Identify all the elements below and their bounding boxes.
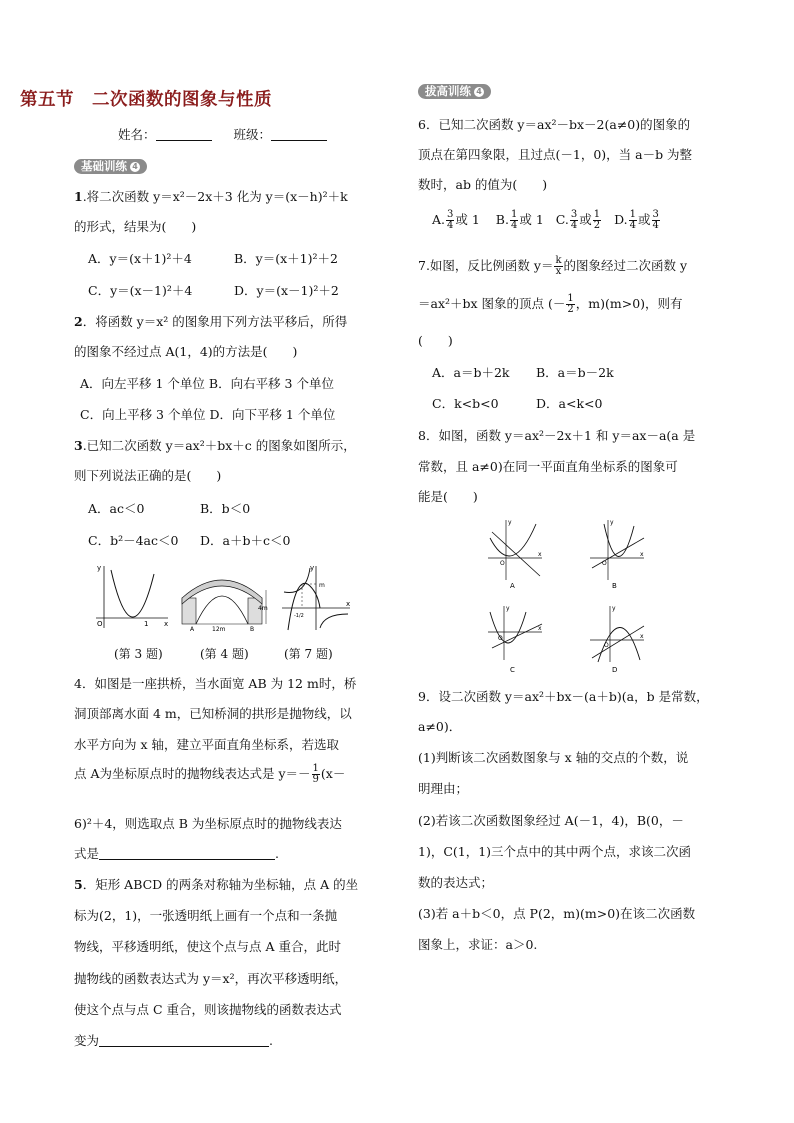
svg-text:O: O [498, 635, 503, 642]
q4-line5: 6)²＋4，则选取点 B 为坐标原点时的抛物线表达 [74, 816, 342, 831]
q4-line1: 4．如图是一座拱桥，当水面宽 AB 为 12 m时，桥 [74, 676, 357, 691]
q8-graph-d [588, 604, 648, 680]
q4-answer-blank[interactable] [99, 847, 275, 860]
q4-bridge-figure [178, 568, 270, 632]
q3-option-b: B．b＜0 [200, 501, 251, 516]
q7-hyperbola-figure [280, 562, 352, 632]
line-graph [592, 538, 644, 568]
caption-q7: (第 7 题) [284, 647, 333, 661]
svg-text:x: x [640, 551, 644, 558]
q3-option-d: D．a＋b＋c＜0 [200, 533, 291, 548]
q9-line2: a≠0)． [418, 719, 462, 734]
q7-option-d: D．a<k<0 [536, 396, 603, 411]
q9-line8: (3)若 a＋b＜0，点 P(2，m)(m>0)在该二次函数 [418, 906, 696, 921]
q3-option-c: C．b²－4ac＜0 [88, 533, 179, 548]
q9-line4: 明理由； [418, 781, 469, 796]
q1-line2: 的形式，结果为( ) [74, 219, 197, 234]
q1-line1: 1.将二次函数 y＝x²－2x＋3 化为 y＝(x－h)²＋k [74, 189, 348, 204]
q9-line6: 1)，C(1，1)三个点中的其中两个点，求该二次函 [418, 844, 692, 859]
hyperbola-branch-right [320, 614, 348, 628]
q5-answer-blank[interactable] [99, 1034, 269, 1047]
q9-line5: (2)若该二次函数图象经过 A(－1，4)，B(0，－ [418, 813, 684, 828]
class-blank[interactable] [271, 128, 327, 141]
point-b-label: B [250, 626, 255, 632]
q5-line6: 变为 . [74, 1033, 273, 1048]
svg-text:y: y [506, 605, 510, 612]
q2-options-cd: C．向上平移 3 个单位 D．向下平移 1 个单位 [80, 407, 336, 422]
name-label: 姓名： [118, 127, 156, 142]
q6-option-b: B. $\frac{1}{4}$ 或 1 [495, 209, 544, 231]
q5-line2: 标为(2，1)，一张透明纸上画有一个点和一条抛 [74, 908, 338, 923]
point-a-label: A [190, 626, 195, 632]
q8-graph-a [486, 518, 546, 596]
q9-line3: (1)判断该二次函数图象与 x 轴的交点的个数，说 [418, 750, 689, 765]
q6-option-d: D. $\frac{1}{4}$ 或 $\frac{3}{4}$ [614, 209, 659, 231]
q8-graph-b [588, 518, 648, 596]
height-label: 4m [258, 605, 268, 612]
name-blank[interactable] [156, 128, 212, 141]
m-label: m [319, 582, 325, 589]
graph-label-b: B [612, 582, 617, 590]
q2-options-ab: A．向左平移 1 个单位 B．向右平移 3 个单位 [80, 376, 334, 391]
parabola-curve [490, 612, 526, 643]
parabola-curve [111, 570, 154, 617]
x-label: x [346, 600, 351, 608]
svg-text:y: y [508, 519, 512, 526]
q6-line3: 数时，ab 的值为( ) [418, 177, 548, 192]
q4-line4: 点 A为坐标原点时的抛物线表达式是 y＝－ $\frac{1}{9}$ (x－ [74, 763, 346, 785]
q1-option-b: B．y＝(x＋1)²＋2 [234, 251, 338, 266]
q9-line7: 数的表达式； [418, 875, 494, 890]
q4-line6: 式是 . [74, 846, 279, 861]
width-label: 12m [212, 626, 226, 632]
graph-label-d: D [612, 666, 618, 674]
svg-text:x: x [538, 625, 542, 632]
y-label: y [310, 564, 315, 572]
graph-label-c: C [510, 666, 515, 674]
badge-circle-icon: 4 [474, 87, 484, 97]
caption-q4: (第 4 题) [200, 647, 249, 661]
section-badge-basic: 基础训练 4 [74, 159, 147, 174]
parabola-curve [288, 583, 320, 630]
q4-line2: 洞顶部离水面 4 m，已知桥洞的拱形是抛物线，以 [74, 706, 352, 721]
tick-one-label: 1 [144, 620, 149, 628]
q7-line1: 7.如图，反比例函数 y＝ $\frac{k}{x}$ 的图象经过二次函数 y [418, 255, 688, 277]
q7-option-b: B．a＝b－2k [536, 365, 614, 380]
q5-line1: 5．矩形 ABCD 的两条对称轴为坐标轴，点 A 的坐 [74, 877, 359, 892]
q3-line2: 则下列说法正确的是( ) [74, 468, 222, 483]
q5-line3: 物线，平移透明纸，使这个点与点 A 重合，此时 [74, 939, 341, 954]
graph-label-a: A [510, 582, 515, 590]
q8-line3: 能是( ) [418, 489, 478, 504]
q6-option-c: C. $\frac{3}{4}$ 或 $\frac{1}{2}$ [555, 209, 601, 231]
q2-line1: 2．将函数 y＝x² 的图象用下列方法平移后，所得 [74, 314, 348, 329]
line-graph [492, 532, 540, 576]
q4-line3: 水平方向为 x 轴，建立平面直角坐标系，若选取 [74, 737, 339, 752]
q6-line2: 顶点在第四象限，且过点(－1，0)，当 a－b 为整 [418, 147, 693, 162]
svg-text:O: O [500, 560, 505, 567]
q6-options [432, 210, 661, 231]
section-badge-advanced: 拔高训练 4 [418, 84, 491, 99]
x-label: x [164, 620, 169, 628]
parabola-curve [604, 524, 634, 557]
q6-option-a: A. $\frac{3}{4}$ 或 1 [432, 209, 480, 231]
svg-text:O: O [602, 560, 607, 567]
q7-option-c: C．k<b<0 [432, 396, 499, 411]
q1-option-a: A．y＝(x＋1)²＋4 [88, 251, 192, 266]
q3-option-a: A．ac＜0 [88, 501, 145, 516]
svg-text:O: O [604, 642, 609, 649]
svg-text:y: y [610, 519, 614, 526]
q8-line1: 8．如图，函数 y＝ax²－2x＋1 和 y＝ax－a(a 是 [418, 428, 696, 443]
svg-text:y: y [612, 605, 616, 612]
q1-option-d: D．y＝(x－1)²＋2 [234, 283, 339, 298]
svg-text:x: x [640, 633, 644, 640]
name-class-line [118, 126, 327, 144]
q8-line2: 常数，且 a≠0)在同一平面直角坐标系的图象可 [418, 459, 678, 474]
page-title: 第五节 二次函数的图象与性质 [20, 90, 272, 110]
q3-line1: 3.已知二次函数 y＝ax²＋bx＋c 的图象如图所示， [74, 438, 356, 453]
q8-graph-c [486, 604, 546, 680]
q2-line2: 的图象不经过点 A(1，4)的方法是( ) [74, 344, 298, 359]
q7-option-a: A．a＝b＋2k [432, 365, 510, 380]
q1-option-c: C．y＝(x－1)²＋4 [88, 283, 193, 298]
q6-line1: 6．已知二次函数 y＝ax²－bx－2(a≠0)的图象的 [418, 117, 691, 132]
badge-circle-icon: 4 [130, 162, 140, 172]
q5-line5: 使这个点与点 C 重合，则该抛物线的函数表达式 [74, 1002, 342, 1017]
y-label: y [97, 564, 102, 572]
caption-q3: (第 3 题) [114, 647, 163, 661]
q5-line4: 抛物线的函数表达式为 y＝x²，再次平移透明纸， [74, 971, 348, 986]
q9-line9: 图象上，求证：a＞0. [418, 937, 538, 952]
line-graph [592, 626, 644, 658]
svg-text:x: x [538, 551, 542, 558]
class-label: 班级： [233, 127, 271, 142]
q7-line3: ( ) [418, 333, 453, 348]
q4-fraction: $\frac{1}{9}$ [312, 763, 319, 785]
bridge-arch [196, 596, 248, 624]
neg-half-label: -1/2 [294, 613, 304, 619]
q9-line1: 9．设二次函数 y＝ax²＋bx－(a＋b)(a，b 是常数， [418, 689, 709, 704]
q7-line2: ＝ax²＋bx 图象的顶点 (－ $\frac{1}{2}$ ，m)(m>0)，则有 [418, 293, 683, 315]
origin-label: O [97, 620, 103, 628]
hyperbola-branch-left [284, 568, 310, 593]
q3-parabola-figure [94, 562, 170, 630]
